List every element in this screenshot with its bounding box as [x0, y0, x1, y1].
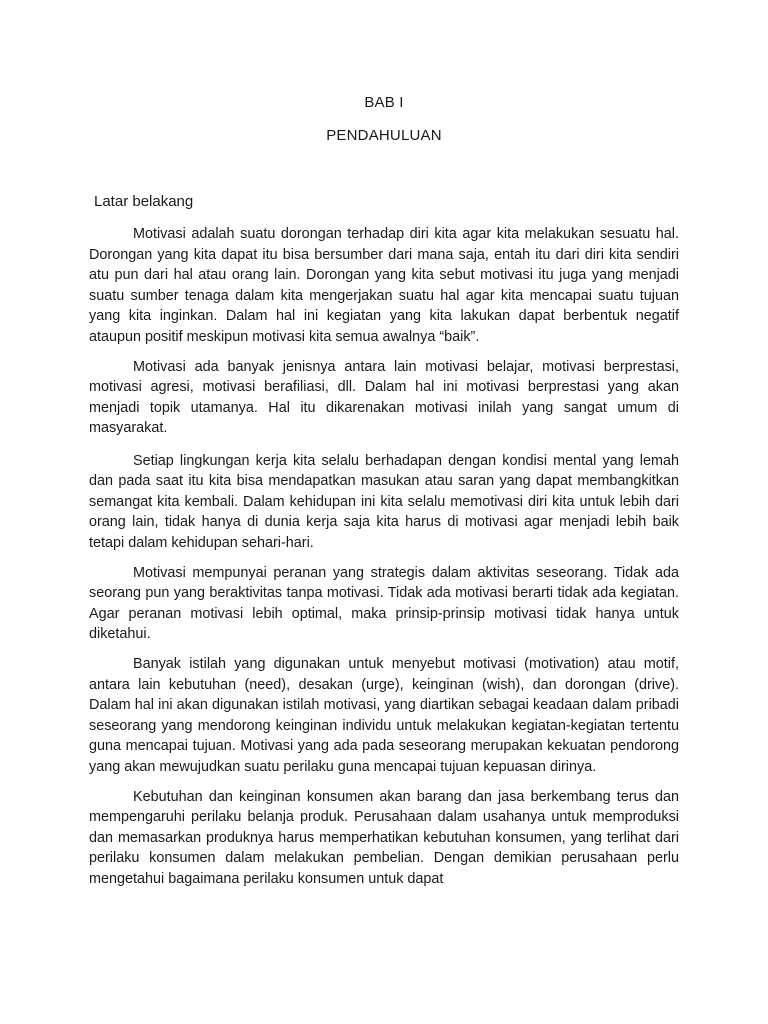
- paragraph-5: Banyak istilah yang digunakan untuk menyebut motivasi (motivation) atau motif, antara lain kebutuhan (need), desakan (urge), keinginan (wish), dan dorongan (drive). Dalam hal ini akan digunakan istilah motivasi, yang diartikan sebagai keadaan dalam pribadi seseorang yang mendorong keinginan individu untuk melakukan kegiatan-kegiatan tertentu guna mencapai tujuan. Motivasi yang ada pada seseorang merupakan kekuatan pendorong yang akan mewujudkan suatu perilaku guna mencapai tujuan kepuasan dirinya.: [89, 656, 679, 775]
- chapter-number: BAB I: [364, 94, 404, 111]
- paragraph-1: Motivasi adalah suatu dorongan terhadap diri kita agar kita melakukan sesuatu hal. Dorongan yang kita dapat itu bisa bersumber dari mana saja, entah itu dari diri kita sendiri atu pun dari hal atau orang lain. Dorongan yang kita sebut motivasi itu juga yang menjadi suatu sumber tenaga dalam kita mengerjakan suatu hal agar kita mencapai suatu tujuan yang kita inginkan. Dalam hal ini kegiatan yang kita lakukan dapat berbentuk negatif ataupun positif meskipun motivasi kita semua awalnya “baik”.: [89, 226, 679, 345]
- body-text: [89, 224, 679, 899]
- section-title: Latar belakang: [94, 193, 194, 210]
- paragraph-4: Motivasi mempunyai peranan yang strategis dalam aktivitas seseorang. Tidak ada seorang pun yang beraktivitas tanpa motivasi. Tidak ada motivasi berarti tidak ada kegiatan. Agar peranan motivasi lebih optimal, maka prinsip-prinsip motivasi tidak hanya untuk diketahui.: [89, 564, 679, 642]
- chapter-title: PENDAHULUAN: [326, 127, 442, 144]
- paragraph-3: Setiap lingkungan kerja kita selalu berhadapan dengan kondisi mental yang lemah dan pada saat itu kita bisa mendapatkan masukan atau saran yang dapat membangkitkan semangat kita kembali. Dalam kehidupan ini kita selalu memotivasi diri kita untuk lebih dari orang lain, tidak hanya di dunia kerja saja kita harus di motivasi agar menjadi lebih baik tetapi dalam kehidupan sehari-hari.: [89, 452, 679, 551]
- paragraph-6: Kebutuhan dan keinginan konsumen akan barang dan jasa berkembang terus dan mempengaruhi perilaku belanja produk. Perusahaan dalam usahanya untuk memproduksi dan memasarkan produknya harus memperhatikan kebutuhan konsumen, yang terlihat dari perilaku konsumen dalam melakukan pembelian. Dengan demikian perusahaan perlu mengetahui bagaimana perilaku konsumen untuk dapat: [89, 788, 679, 887]
- paragraph-2: Motivasi ada banyak jenisnya antara lain motivasi belajar, motivasi berprestasi, motivasi agresi, motivasi berafiliasi, dll. Dalam hal ini motivasi berprestasi yang akan menjadi topik utamanya. Hal itu dikarenakan motivasi inilah yang sangat umum di masyarakat.: [89, 358, 679, 436]
